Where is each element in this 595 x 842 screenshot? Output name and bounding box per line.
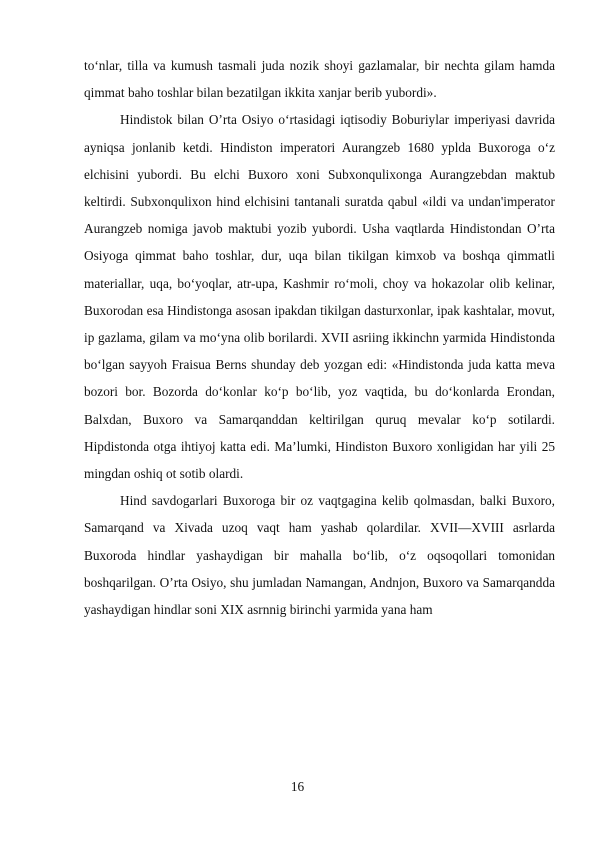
page-body: [84, 52, 555, 623]
paragraph-3: Hind savdogarlari Buxoroga bir oz vaqtgagina kelib qolmasdan, balki Buxoro, Samarqand va Xivada uzoq vaqt ham yashab qolardilar. XVII—XVIII asrlarda Buxoroda hindlar yashaydigan bir mahalla bo‘lib, o‘z oqsoqollari tomonidan boshqarilgan. O’rta Osiyo, shu jumladan Namangan, Andnjon, Buxoro va Samarqandda yashaydigan hindlar soni XIX asrnnig birinchi yarmida yana ham: [84, 493, 555, 618]
paragraph-1: to‘nlar, tilla va kumush tasmali juda nozik shoyi gazlamalar, bir nechta gilam hamda qimmat baho toshlar bilan bezatilgan ikkita xanjar berib yubordi».: [84, 58, 555, 101]
paragraph-2: Hindistok bilan O’rta Osiyo o‘rtasidagi iqtisodiy Boburiylar imperiyasi davrida ayniqsa jonlanib ketdi. Hindiston imperatori Aurangzeb 1680 yplda Buxoroga o‘z elchisini yubordi. Bu elchi Buxoro xoni Subxonqulixonga Aurangzebdan maktub keltirdi. Subxonqulixon hind elchisini tantanali suratda qabul «ildi va undan'imperator Aurangzeb nomiga javob maktubi yozib yubordi. Usha vaqtlarda Hindistondan O’rta Osiyoga qimmat baho toshlar, dur, uqa bilan tikilgan kimxob va boshqa qimmatli materiallar, uqa, bo‘yoqlar, atr-upa, Kashmir ro‘moli, choy va hokazolar olib kelinar, Buxorodan esa Hindistonga asosan ipakdan tikilgan dasturxonlar, ipak kashtalar, movut, ip gazlama, gilam va mo‘yna olib borilardi. XVII asriing ikkinchn yarmida Hindistonda bo‘lgan sayyoh Fraisua Berns shunday deb yozgan edi: «Hindistonda juda katta meva bozori bor. Bozorda do‘konlar ko‘p bo‘lib, yoz vaqtida, bu do‘konlarda Erondan, Balxdan, Buxoro va Samarqanddan keltirilgan quruq mevalar ko‘p sotilardi. Hipdistonda otga ihtiyoj katta edi. Ma’lumki, Hindiston Buxoro xonligidan har yili 25 mingdan oshiq ot sotib olardi.: [84, 112, 555, 482]
page-number: 16: [290, 779, 305, 794]
